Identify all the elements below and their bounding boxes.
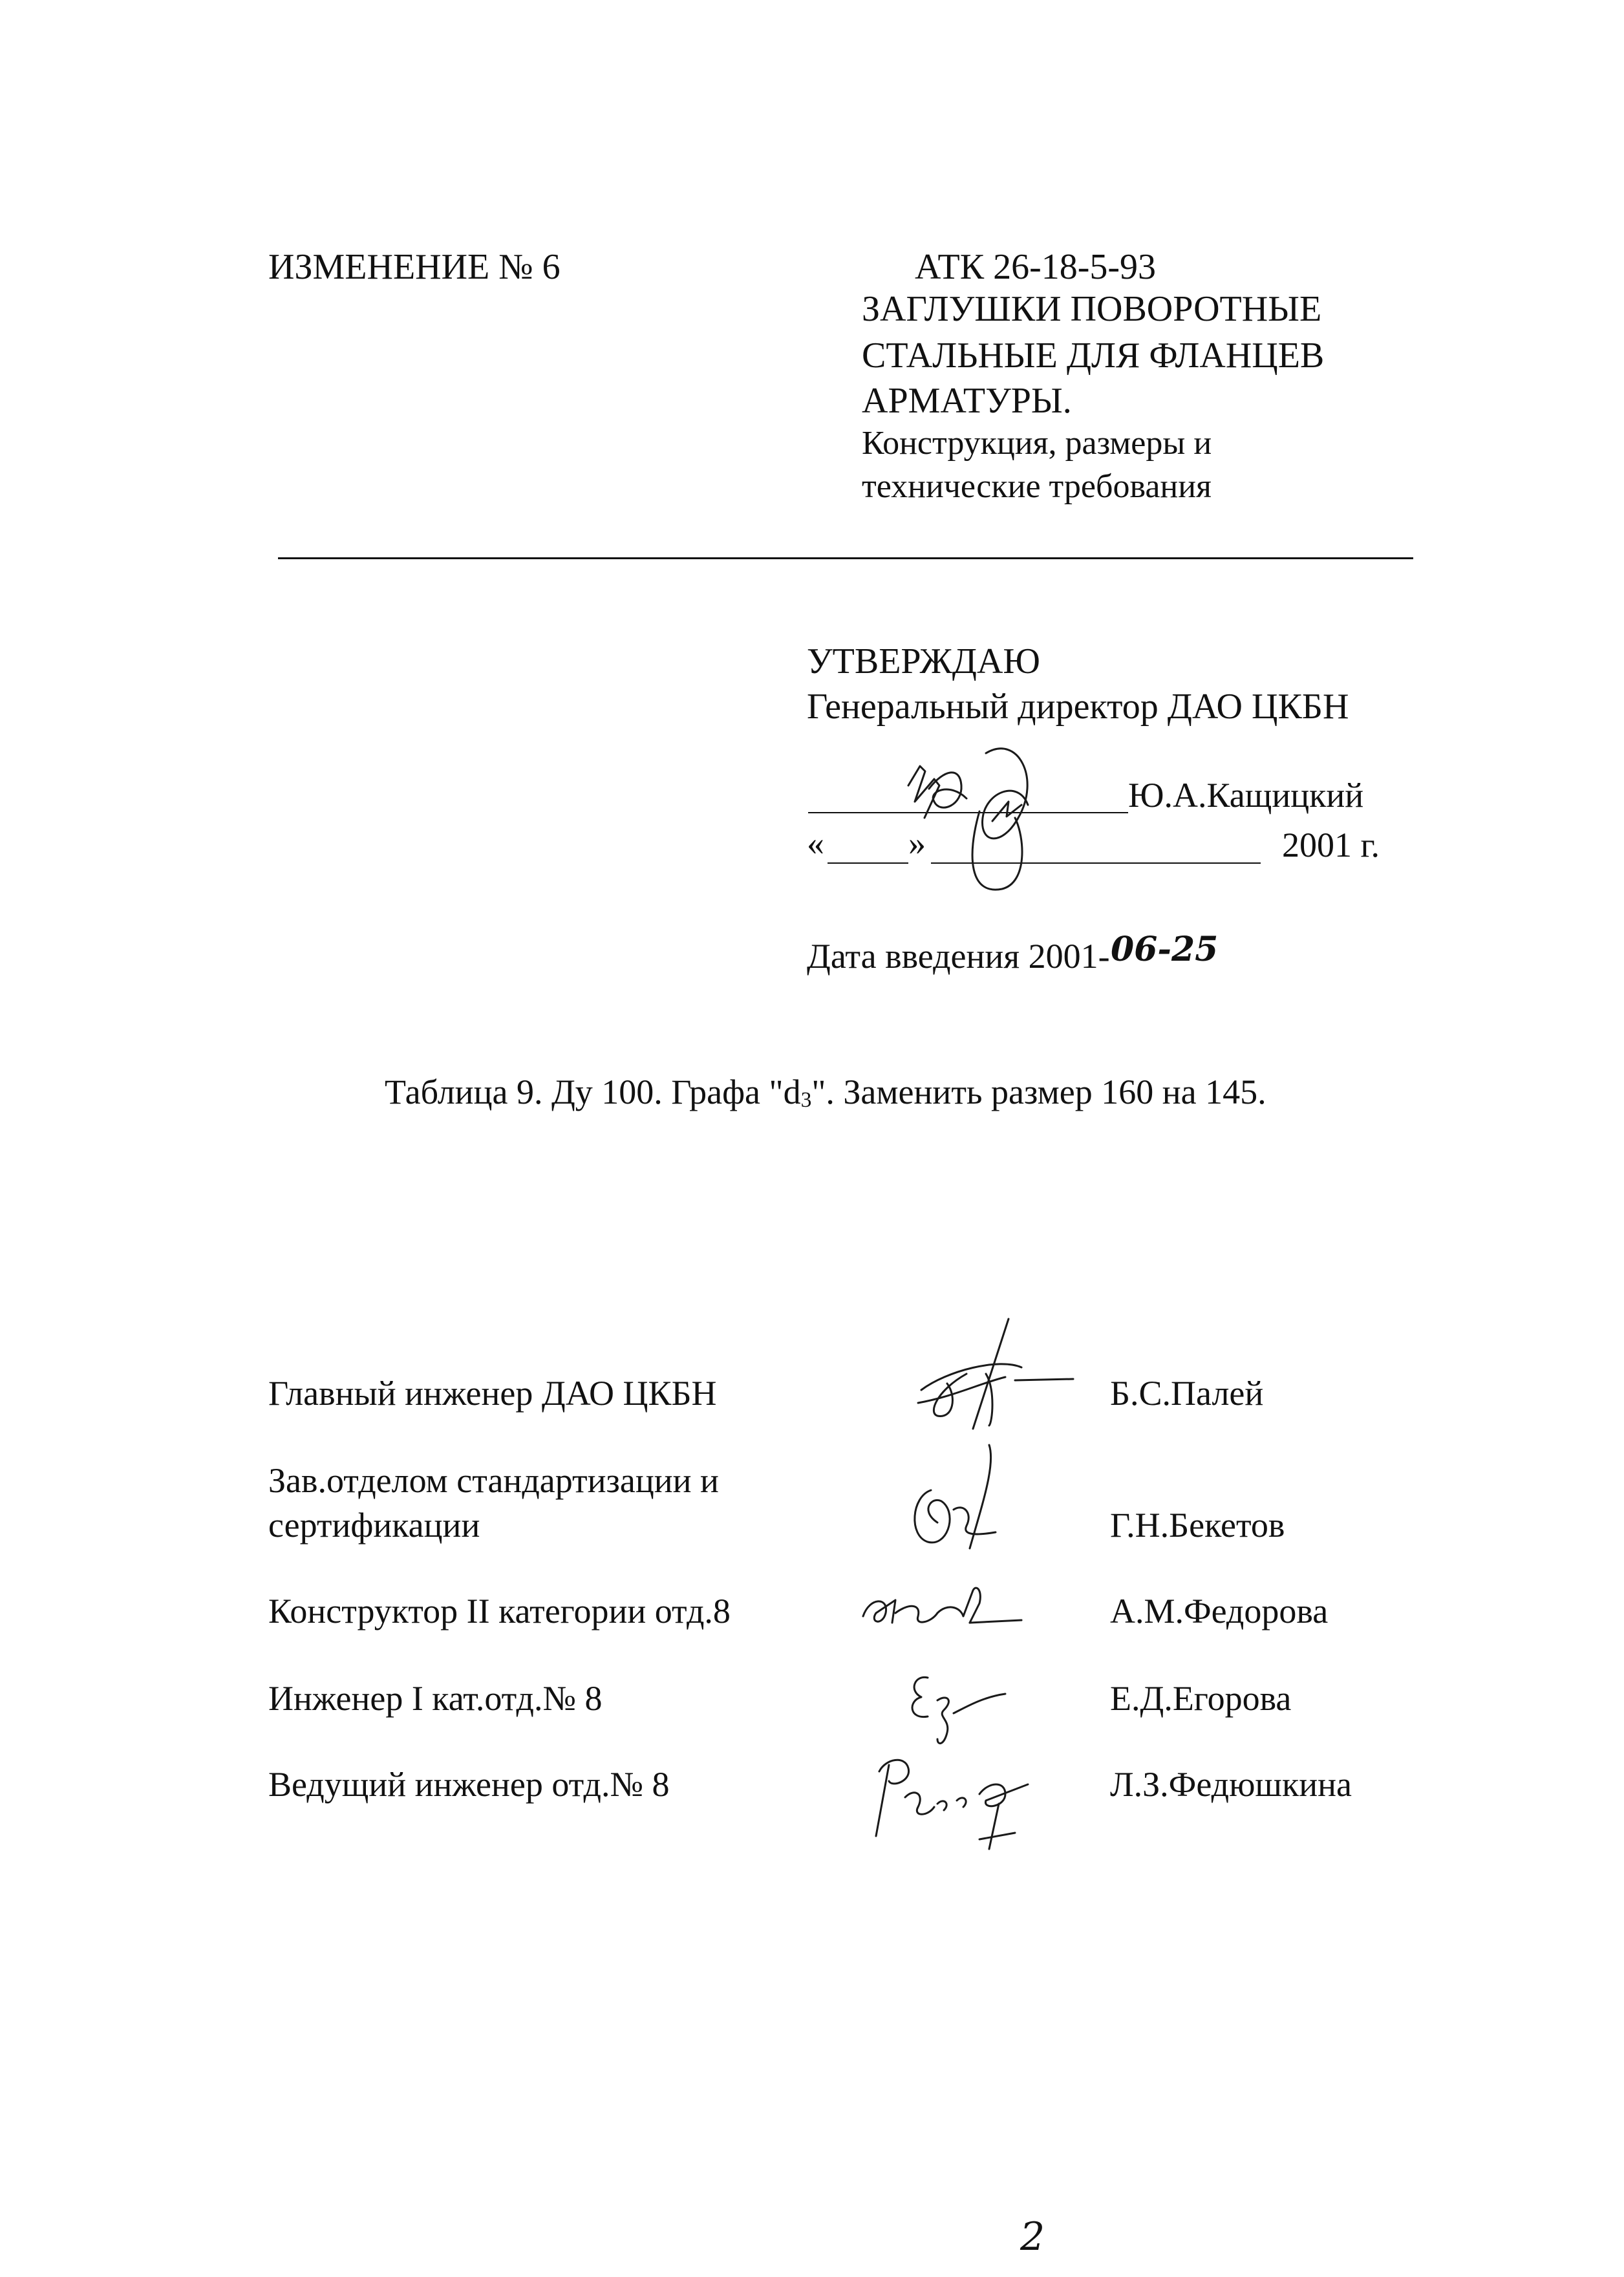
approval-position: Генеральный директор ДАО ЦКБН bbox=[807, 687, 1349, 727]
effective-date-handwritten: 06-25 bbox=[1111, 930, 1219, 969]
document-title-line-3: АРМАТУРЫ. bbox=[862, 381, 1072, 421]
document-code: АТК 26-18-5-93 bbox=[915, 247, 1157, 287]
director-signature bbox=[889, 740, 1057, 895]
signatory-5-signature bbox=[860, 1746, 1041, 1855]
signatory-3-signature bbox=[857, 1577, 1025, 1636]
signatory-2-position-line-1: Зав.отделом стандартизации и bbox=[268, 1461, 719, 1500]
document-title-line-2: СТАЛЬНЫЕ ДЛЯ ФЛАНЦЕВ bbox=[862, 336, 1325, 376]
signatory-1-name: Б.С.Палей bbox=[1110, 1374, 1264, 1413]
change-number-label: ИЗМЕНЕНИЕ № 6 bbox=[268, 247, 561, 287]
change-description-before: Таблица 9. Ду 100. Графа "d bbox=[385, 1073, 801, 1111]
effective-date-label: Дата введения 2001- bbox=[807, 937, 1110, 976]
change-description bbox=[385, 1073, 1266, 1113]
signatory-3-name: А.М.Федорова bbox=[1110, 1592, 1329, 1630]
signatory-4-signature bbox=[902, 1662, 1012, 1752]
approval-year: 2001 г. bbox=[1282, 826, 1380, 864]
signatory-1-signature bbox=[908, 1312, 1076, 1442]
change-description-after: ". Заменить размер 160 на 145. bbox=[811, 1073, 1266, 1111]
page-number: 2 bbox=[1020, 2214, 1045, 2260]
document-subtitle-line-2: технические требования bbox=[862, 468, 1212, 505]
signatory-1-position: Главный инженер ДАО ЦКБН bbox=[268, 1374, 717, 1413]
signatory-4-name: Е.Д.Егорова bbox=[1110, 1679, 1292, 1718]
signatory-2-signature bbox=[899, 1438, 1028, 1568]
signatory-2-position-line-2: сертификации bbox=[268, 1506, 480, 1545]
change-description-subscript: 3 bbox=[800, 1088, 812, 1113]
signatory-2-name: Г.Н.Бекетов bbox=[1110, 1506, 1285, 1545]
approval-heading: УТВЕРЖДАЮ bbox=[807, 641, 1040, 681]
signatory-5-name: Л.З.Федюшкина bbox=[1110, 1765, 1352, 1804]
document-title-line-1: ЗАГЛУШКИ ПОВОРОТНЫЕ bbox=[862, 289, 1322, 329]
date-close-quote: » bbox=[908, 824, 926, 862]
signatory-4-position: Инженер I кат.отд.№ 8 bbox=[268, 1679, 603, 1718]
date-open-quote: « bbox=[807, 824, 824, 862]
document-subtitle-line-1: Конструкция, размеры и bbox=[862, 425, 1212, 462]
approval-name: Ю.А.Кащицкий bbox=[1128, 776, 1364, 815]
header-divider bbox=[278, 557, 1413, 559]
signatory-5-position: Ведущий инженер отд.№ 8 bbox=[268, 1765, 670, 1804]
signatory-3-position: Конструктор II категории отд.8 bbox=[268, 1592, 731, 1630]
